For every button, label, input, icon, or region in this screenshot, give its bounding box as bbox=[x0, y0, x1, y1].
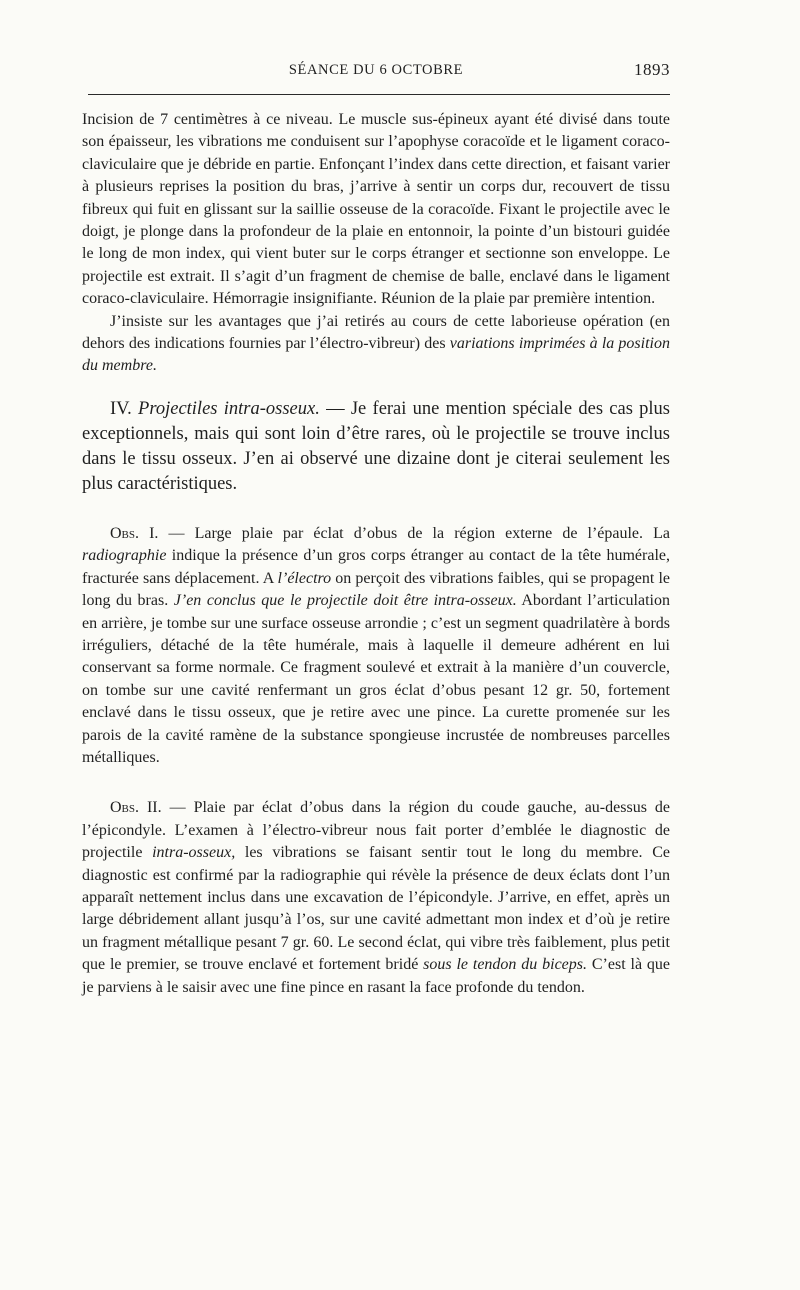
running-head bbox=[82, 56, 670, 86]
paragraph-avantages-italic: variations imprimées à la position du membre. bbox=[82, 335, 670, 375]
section-iv bbox=[82, 397, 670, 497]
obs1-text-d: Abordant l’articulation en arrière, je tombe sur une surface osseuse arrondie ; c’est un segment quadrilatère à bords irréguliers, détaché de la tête humérale, mais à laquelle il demeure adhérent en lui conservant sa forme normale. Ce fragment soulevé et extrait à la manière d’un couvercle, on tombe sur une cavité renfermant un gros éclat d’obus pesant 12 gr. 50, fortement enclavé dans le tissu osseux, que je retire avec une pince. La curette promenée sur les parois de la cavité ramène de la substance spongieuse incrustée de nombreuses parcelles métalliques. bbox=[82, 592, 670, 766]
obs2-italic-2: sous le tendon du biceps. bbox=[423, 956, 588, 974]
obs1-italic-2: l’électro bbox=[277, 569, 332, 587]
obs1-text-a: — Large plaie par éclat d’obus de la région externe de l’épaule. La bbox=[158, 524, 671, 542]
observation-2 bbox=[82, 797, 670, 999]
obs1-italic-3: J’en conclus que le projectile doit être intra-osseux. bbox=[173, 592, 517, 610]
obs1-text-c: on perçoit des vibrations faibles, qui se propagent le long du bras. bbox=[82, 569, 671, 610]
running-title: SÉANCE DU 6 OCTOBRE bbox=[288, 62, 464, 78]
obs1-label: Obs. I. bbox=[110, 524, 159, 542]
section-text: — Je ferai une mention spéciale des cas plus exceptionnels, mais qui sont loin d’être rares, où le projectile se trouve inclus dans le tissu osseux. J’en ai observé une dizaine dont je citerai seulement les plus caractéristiques. bbox=[82, 398, 671, 494]
header-rule bbox=[88, 94, 670, 95]
page-number: 1893 bbox=[634, 60, 670, 79]
observation-1 bbox=[82, 523, 670, 769]
paragraph-incision: Incision de 7 centimètres à ce niveau. Le muscle sus-épineux ayant été divisé dans toute son épaisseur, les vibrations me conduisent sur l’apophyse coracoïde et le ligament coraco-claviculaire que je débride en partie. Enfonçant l’index dans cette direction, et faisant varier à plusieurs reprises la position du bras, j’arrive à sentir un corps dur, recouvert de tissu fibreux qui fuit en glissant sur la saillie osseuse de la coracoïde. Fixant le projectile avec le doigt, je plonge dans la profondeur de la plaie en entonnoir, la pointe d’un bistouri guidée le long de mon index, qui vient buter sur le corps étranger et sectionne son enveloppe. Le projectile est extrait. Il s’agit d’un fragment de chemise de balle, enclavé dans le ligament coraco-claviculaire. Hémorragie insignifiante. Réunion de la plaie par première intention. bbox=[82, 111, 670, 308]
page bbox=[82, 56, 670, 999]
section-number: IV. bbox=[110, 398, 139, 419]
paragraph-avantages-text: J’insiste sur les avantages que j’ai retirés au cours de cette laborieuse opération (en dehors des indications fournies par l’électro-vibreur) des bbox=[82, 312, 670, 353]
obs1-text-b: indique la présence d’un gros corps étranger au contact de la tête humérale, fracturée sans déplacement. A bbox=[82, 547, 670, 587]
paragraph-avantages bbox=[82, 311, 670, 378]
section-title: Projectiles intra-osseux. bbox=[138, 398, 320, 419]
obs2-text-b: les vibrations se faisant sentir tout le long du membre. Ce diagnostic est confirmé par la radiographie qui révèle la présence de deux éclats dont l’un apparaît nettement inclus dans une excavation de l’épicondyle. J’arrive, en effet, après un large débridement allant jusqu’à l’os, sur une cavité admettant mon index et d’où je retire un fragment métallique pesant 7 gr. 60. Le second éclat, qui vibre très faiblement, plus petit que le premier, se trouve enclavé et fortement bridé bbox=[82, 844, 670, 974]
obs2-text-c: C’est là que je parviens à le saisir avec une fine pince en rasant la face profonde du tendon. bbox=[82, 956, 671, 996]
obs2-label: Obs. II. bbox=[110, 799, 162, 817]
obs2-text-a: — Plaie par éclat d’obus dans la région du coude gauche, au-dessus de l’épicondyle. L’examen à l’électro-vibreur nous fait porter d’emblée le diagnostic de projectile bbox=[82, 799, 670, 862]
obs1-italic-1: radiographie bbox=[82, 547, 167, 565]
obs2-italic-1: intra-osseux, bbox=[152, 844, 236, 862]
